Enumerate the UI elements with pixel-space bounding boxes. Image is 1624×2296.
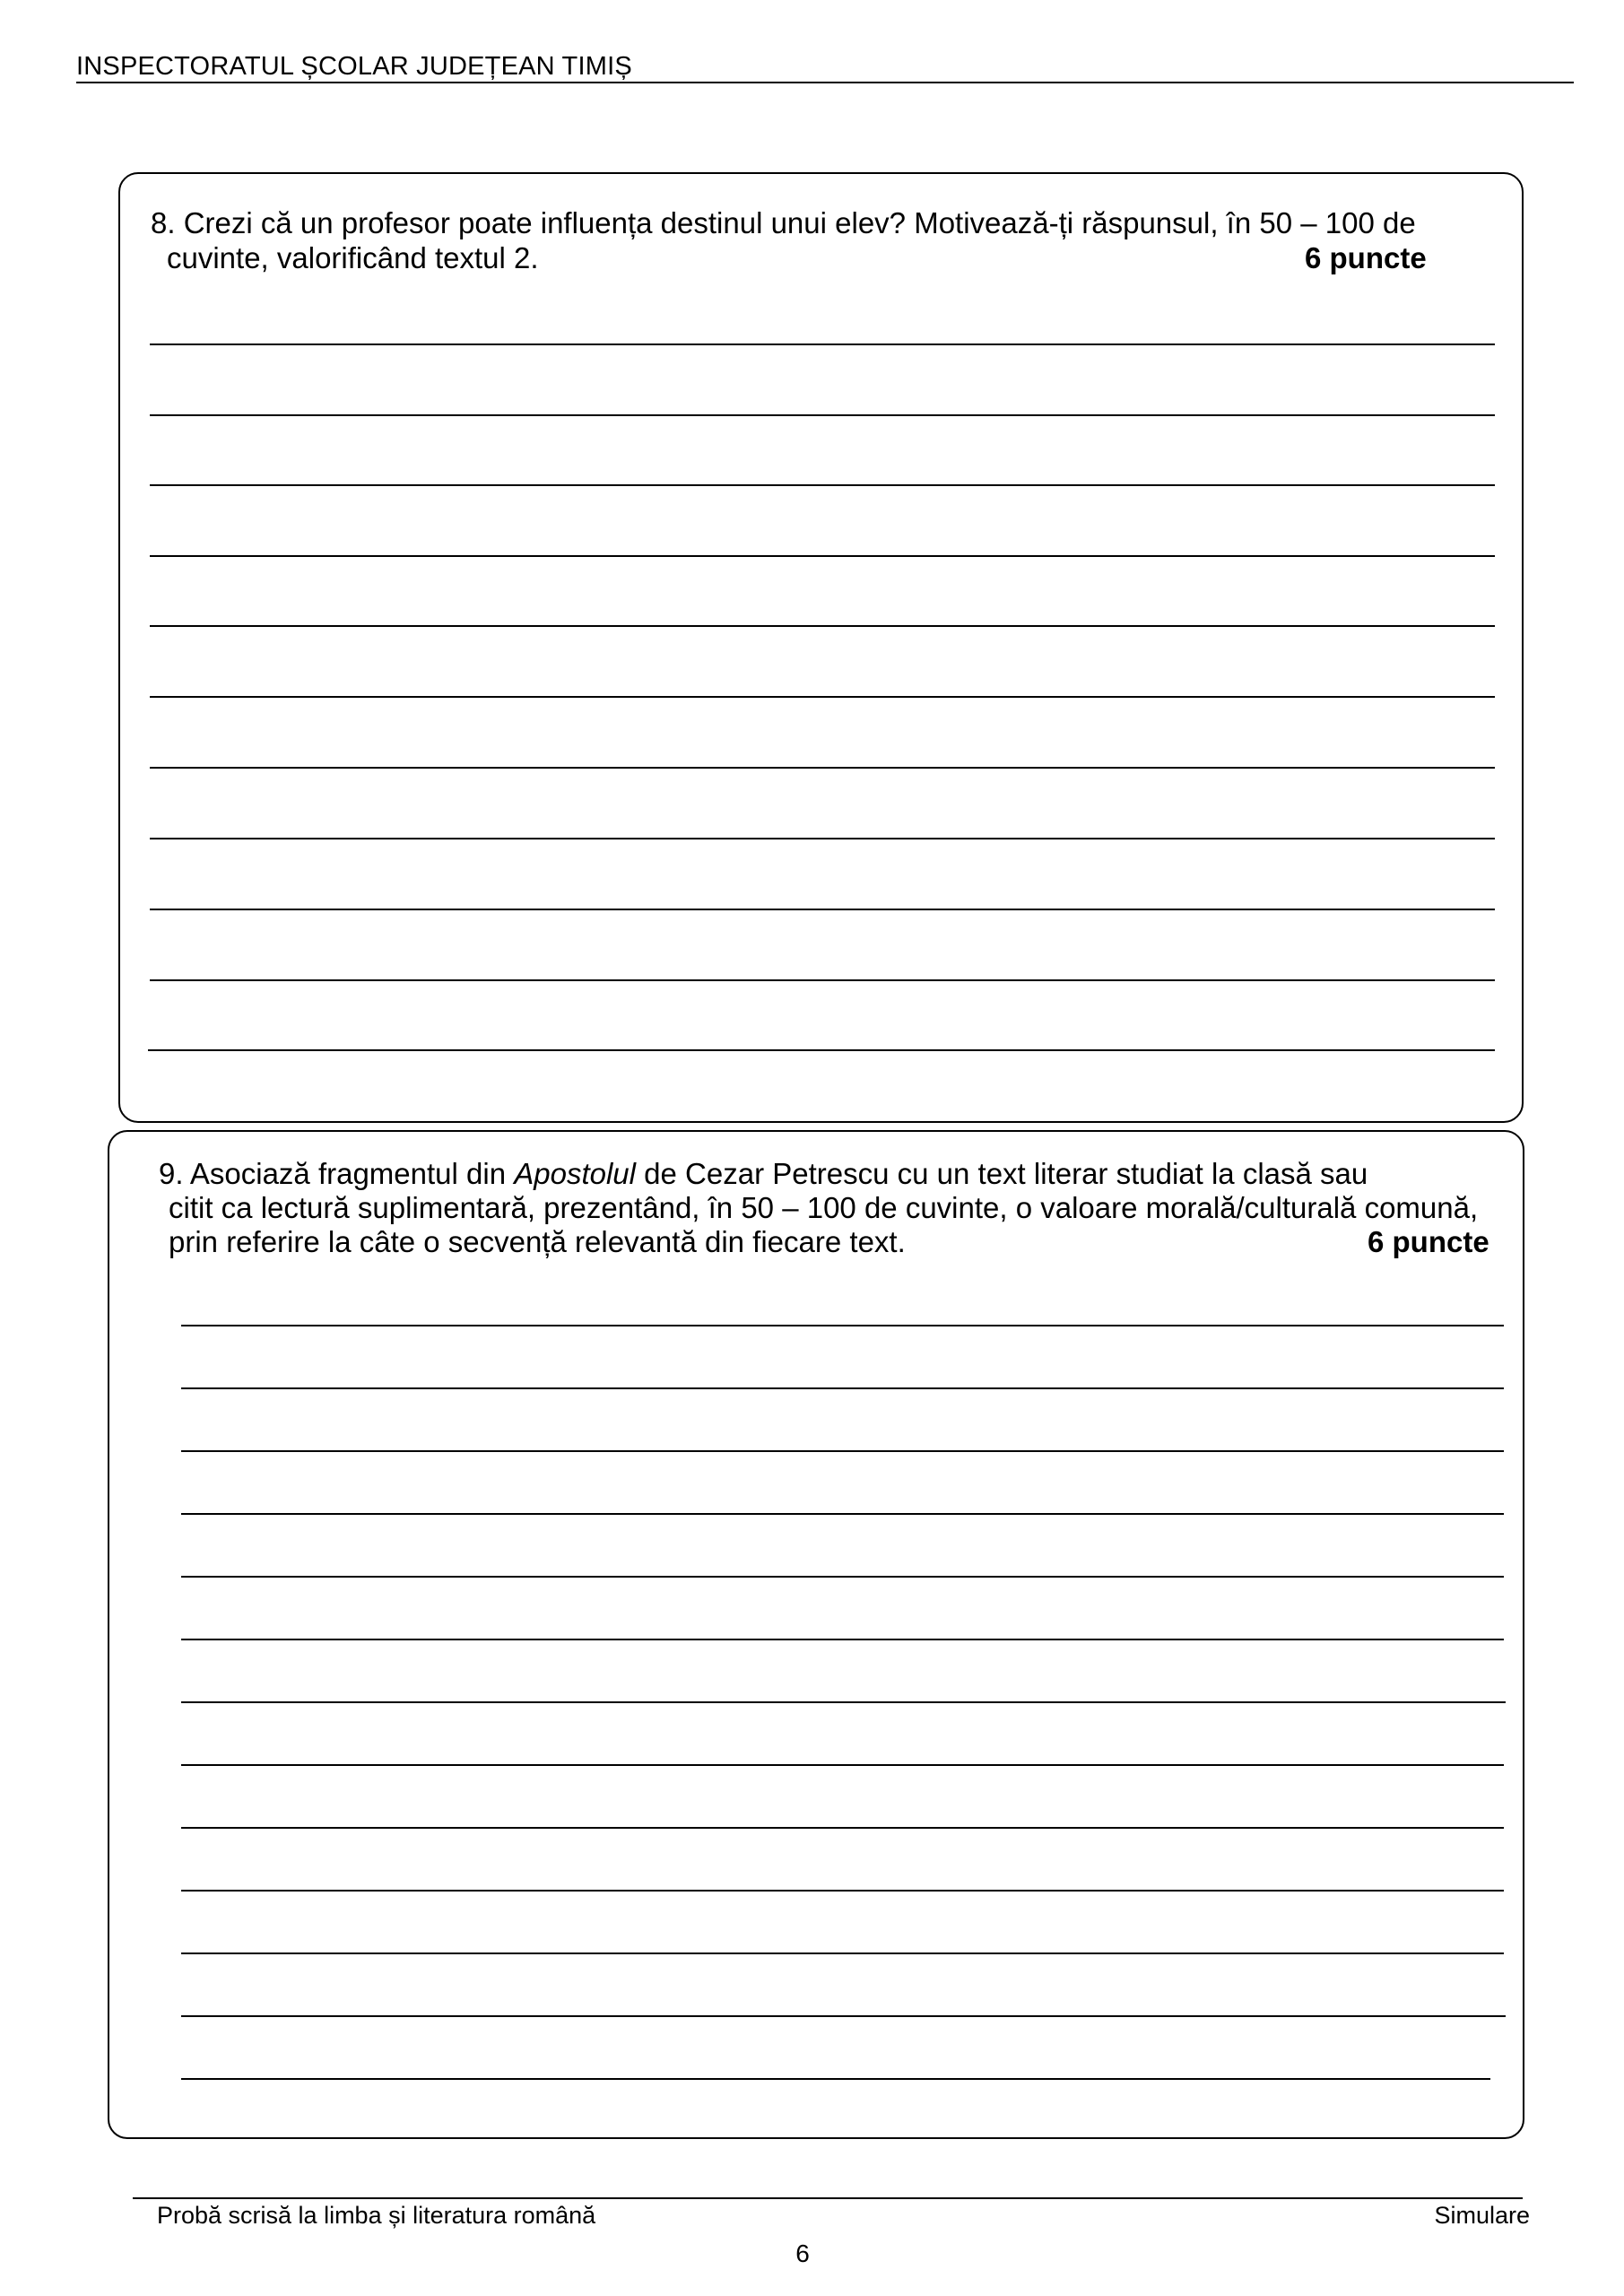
header-divider: [76, 82, 1574, 83]
answer-line[interactable]: [150, 484, 1495, 486]
answer-line[interactable]: [150, 344, 1495, 345]
answer-line[interactable]: [181, 1890, 1504, 1892]
question-8-text-line-2: cuvinte, valorificând textul 2.: [167, 241, 539, 274]
question-9-text-start: 9. Asociază fragmentul din: [159, 1157, 515, 1190]
answer-line[interactable]: [181, 1764, 1504, 1766]
question-9-box: [108, 1130, 1524, 2139]
answer-line[interactable]: [181, 2078, 1490, 2080]
page-number: 6: [795, 2239, 810, 2267]
answer-line[interactable]: [150, 555, 1495, 557]
header-title: INSPECTORATUL ȘCOLAR JUDEȚEAN TIMIȘ: [76, 52, 632, 81]
footer-divider: [133, 2197, 1523, 2199]
answer-line[interactable]: [181, 1387, 1504, 1389]
answer-line[interactable]: [181, 1450, 1504, 1452]
question-9-text-end: de Cezar Petrescu cu un text literar studiat la clasă sau: [636, 1157, 1368, 1190]
answer-line[interactable]: [181, 1639, 1504, 1640]
answer-line[interactable]: [181, 1576, 1504, 1578]
question-9-text-line-2: citit ca lectură suplimentară, prezentând, în 50 – 100 de cuvinte, o valoare morală/culturală comună,: [169, 1191, 1479, 1224]
answer-line[interactable]: [150, 767, 1495, 769]
question-8-text-line-1: 8. Crezi că un profesor poate influența destinul unui elev? Motivează-ți răspunsul, în 50 – 100 de: [151, 206, 1416, 239]
question-9-work-title: Apostolul: [514, 1157, 636, 1190]
answer-line[interactable]: [150, 414, 1495, 416]
question-9-points: 6 puncte: [1368, 1225, 1489, 1258]
answer-line[interactable]: [181, 1325, 1504, 1326]
answer-line[interactable]: [181, 1513, 1504, 1515]
question-9-text-line-3: prin referire la câte o secvență relevantă din fiecare text.: [169, 1225, 906, 1258]
answer-line[interactable]: [181, 2015, 1506, 2017]
answer-line[interactable]: [150, 696, 1495, 698]
footer-exam-name: Probă scrisă la limba și literatura română: [157, 2202, 596, 2229]
answer-line[interactable]: [150, 979, 1495, 981]
answer-line[interactable]: [150, 909, 1495, 910]
question-8-points: 6 puncte: [1305, 241, 1427, 274]
answer-line[interactable]: [181, 1701, 1506, 1703]
question-9-text-line-1: [159, 1157, 1368, 1191]
answer-line[interactable]: [181, 1952, 1504, 1954]
footer-exam-type: Simulare: [1434, 2202, 1530, 2229]
answer-line[interactable]: [148, 1049, 1495, 1051]
answer-line[interactable]: [150, 838, 1495, 839]
answer-line[interactable]: [181, 1827, 1504, 1829]
answer-line[interactable]: [150, 625, 1495, 627]
